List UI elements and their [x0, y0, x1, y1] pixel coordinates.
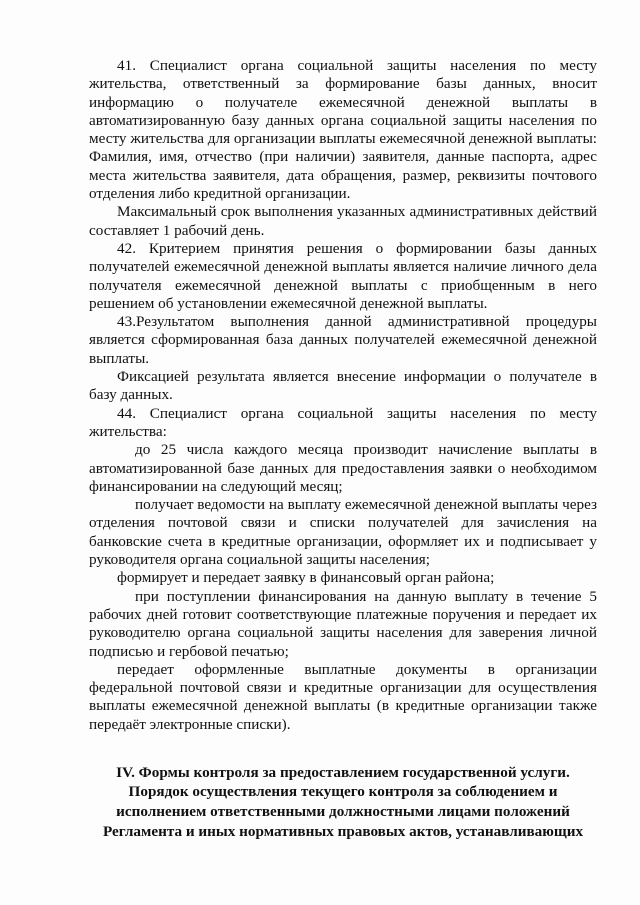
list-item-transfer-documents: передает оформленные выплатные документы в организации федеральной почтовой связи и кредитные организации для осуществления выплаты ежемесячной денежной выплаты (в кредитные организации также передаёт электронные списки). — [89, 660, 597, 733]
list-item-accrual: до 25 числа каждого месяца производит начисление выплаты в автоматизированной базе данных для предоставления заявки о необходимом финансировании на следующий месяц; — [89, 441, 597, 495]
list-item-payment-orders: при поступлении финансирования на данную выплату в течение 5 рабочих дней готовит соответствующие платежные поручения и передает их руководителю органа социальной защиты населения для заверения личной подписью и гербовой печатью; — [89, 587, 597, 660]
list-item-statements: получает ведомости на выплату ежемесячной денежной выплаты через отделения почтовой связи и списки получателей для зачисления на банковские счета в кредитные организации, оформляет их и подписывает у руководителя органа социальной защиты населения; — [89, 496, 597, 569]
document-body — [89, 57, 597, 842]
paragraph-fixation: Фиксацией результата является внесение информации о получателе в базу данных. — [89, 368, 597, 404]
paragraph-44: 44. Специалист органа социальной защиты населения по месту жительства: — [89, 404, 597, 440]
paragraph-43: 43.Результатом выполнения данной административной процедуры является сформированная база данных получателей ежемесячной денежной выплаты. — [89, 313, 597, 367]
section-heading: IV. Формы контроля за предоставлением государственной услуги. — [116, 763, 570, 781]
list-item-request: формирует и передает заявку в финансовый орган района; — [117, 569, 495, 587]
subsection-heading: Порядок осуществления текущего контроля за соблюдением и исполнением ответственными должностными лицами положений Регламента и иных нормативных правовых актов, устанавливающих — [102, 783, 584, 841]
paragraph-max-term: Максимальный срок выполнения указанных административных действий составляет 1 рабочий день. — [89, 203, 597, 239]
paragraph-41: 41. Специалист органа социальной защиты населения по месту жительства, ответственный за формирование базы данных, вносит информацию о получателе ежемесячной денежной выплаты в автоматизированную базу данных органа социальной защиты населения по месту жительства для организации выплаты ежемесячной денежной выплаты: Фамилия, имя, отчество (при наличии) заявителя, данные паспорта, адрес места жительства заявителя, дата обращения, размер, реквизиты почтового отделения либо кредитной организации. — [89, 57, 597, 203]
paragraph-42: 42. Критерием принятия решения о формировании базы данных получателей ежемесячной денежной выплаты является наличие личного дела получателя ежемесячной денежной выплаты с приобщенным в него решением об установлении ежемесячной денежной выплаты. — [89, 239, 597, 312]
section-spacer — [89, 734, 597, 764]
